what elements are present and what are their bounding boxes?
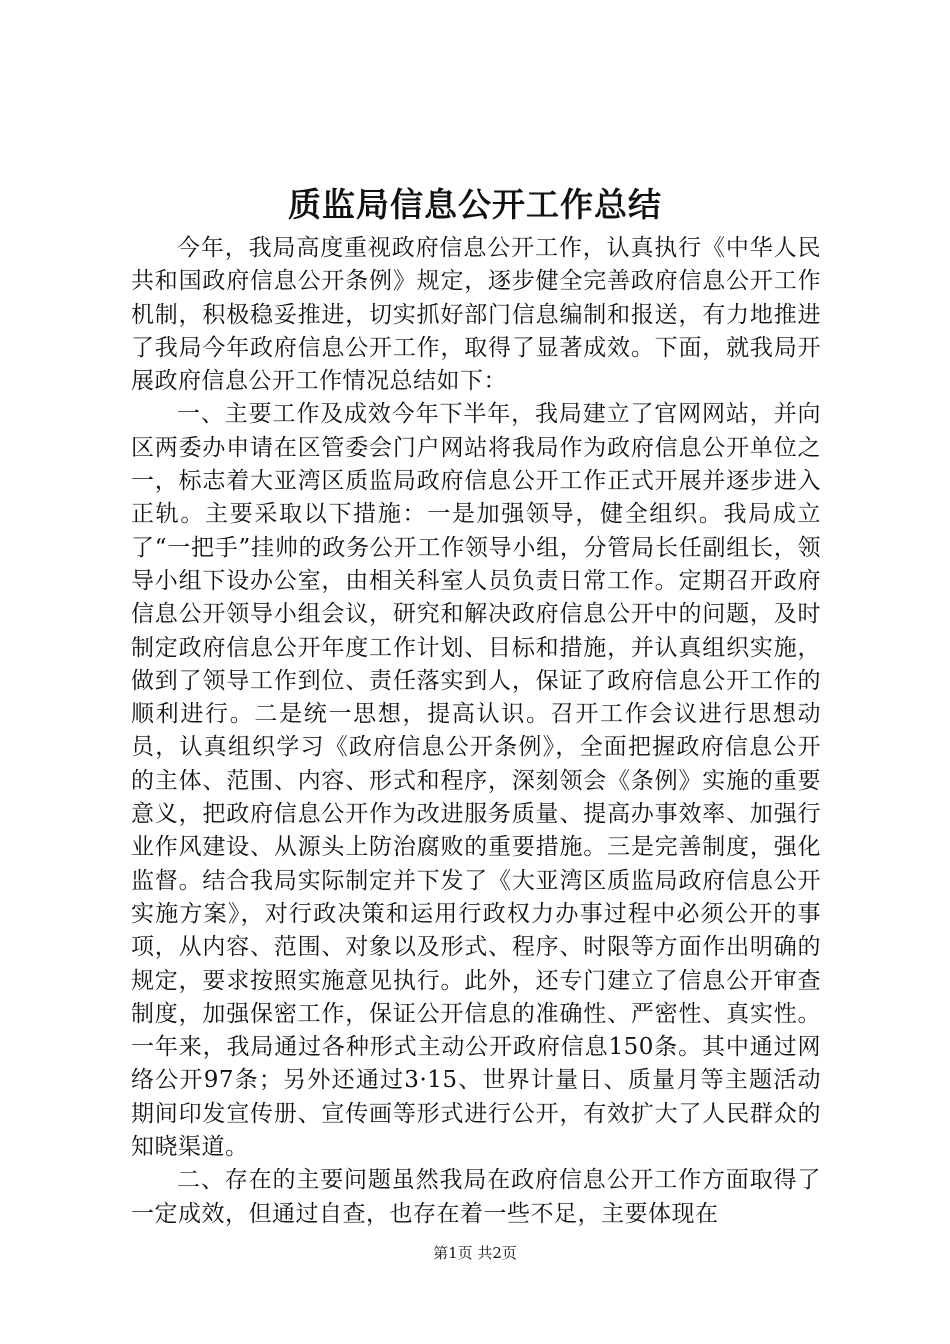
paragraph-problems: 二、存在的主要问题虽然我局在政府信息公开工作方面取得了一定成效，但通过自查，也存在着一些不足，主要体现在 [131, 1167, 821, 1227]
page-footer: 第1页 共2页 [433, 1244, 517, 1262]
document-body [131, 232, 821, 1231]
paragraph-intro: 今年，我局高度重视政府信息公开工作，认真执行《中华人民共和国政府信息公开条例》规定，逐步健全完善政府信息公开工作机制，积极稳妥推进，切实抓好部门信息编制和报送，有力地推进了我局今年政府信息公开工作，取得了显著成效。下面，就我局开展政府信息公开工作情况总结如下： [131, 235, 821, 395]
document-title: 质监局信息公开工作总结 [288, 185, 662, 224]
paragraph-main-work: 一、主要工作及成效今年下半年，我局建立了官网网站，并向区两委办申请在区管委会门户网站将我局作为政府信息公开单位之一，标志着大亚湾区质监局政府信息公开工作正式开展并逐步进入正轨。主要采取以下措施：一是加强领导，健全组织。我局成立了“一把手”挂帅的政务公开工作领导小组，分管局长任副组长，领导小组下设办公室，由相关科室人员负责日常工作。定期召开政府信息公开领导小组会议，研究和解决政府信息公开中的问题，及时制定政府信息公开年度工作计划、目标和措施，并认真组织实施，做到了领导工作到位、责任落实到人，保证了政府信息公开工作的顺利进行。二是统一思想，提高认识。召开工作会议进行思想动员，认真组织学习《政府信息公开条例》，全面把握政府信息公开的主体、范围、内容、形式和程序，深刻领会《条例》实施的重要意义，把政府信息公开作为改进服务质量、提高办事效率、加强行业作风建设、从源头上防治腐败的重要措施。三是完善制度，强化监督。结合我局实际制定并下发了《大亚湾区质监局政府信息公开实施方案》，对行政决策和运用行政权力办事过程中必须公开的事项，从内容、范围、对象以及形式、程序、时限等方面作出明确的规定，要求按照实施意见执行。此外，还专门建立了信息公开审查制度，加强保密工作，保证公开信息的准确性、严密性、真实性。一年来，我局通过各种形式主动公开政府信息150条。其中通过网络公开97条；另外还通过3·15、世界计量日、质量月等主题活动期间印发宣传册、宣传画等形式进行公开，有效扩大了人民群众的知晓渠道。 [131, 401, 821, 1161]
